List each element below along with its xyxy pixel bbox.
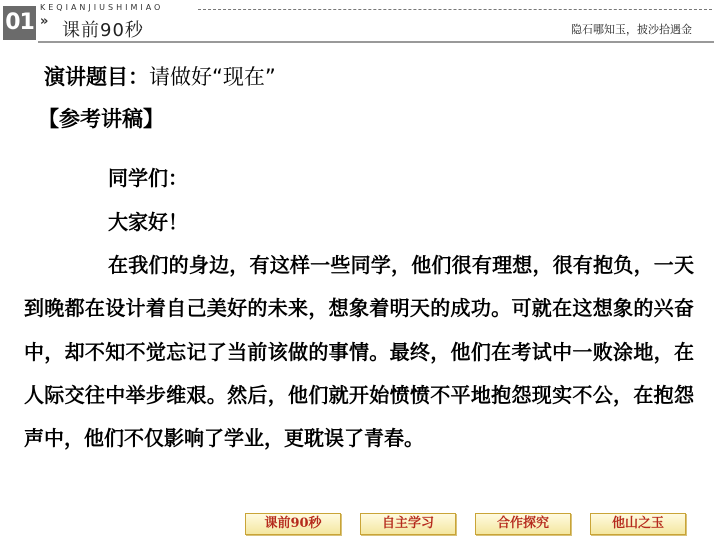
nav-button-self-study[interactable]: 自主学习 [360, 513, 456, 535]
header-motto: 隐石哪知玉，披沙拾遇金 [571, 23, 692, 36]
section-number-badge: 01 [3, 6, 36, 40]
header-divider [38, 41, 714, 43]
bottom-navigation [0, 506, 720, 540]
speech-topic-label: 演讲题目： [44, 65, 149, 89]
greeting-line-2: 大家好！ [108, 210, 188, 234]
nav-button-extended-reading[interactable]: 他山之玉 [590, 513, 686, 535]
double-chevron-icon: » [40, 14, 49, 29]
speech-topic-text: 请做好“现在” [149, 65, 276, 89]
section-title: 课前90秒 [62, 20, 144, 41]
reference-heading: 【参考讲稿】 [38, 107, 164, 131]
header-dashed-divider [198, 9, 712, 10]
section-pinyin: KEQIANJIUSHIMIAO [40, 3, 164, 12]
speech-topic [44, 61, 276, 91]
nav-button-pre-class[interactable]: 课前90秒 [245, 513, 341, 535]
greeting-line-1: 同学们： [108, 166, 188, 190]
speech-paragraph: 在我们的身边，有这样一些同学，他们很有理想，很有抱负，一天到晚都在设计着自己美好的未来，想象着明天的成功。可就在这想象的兴奋中，却不知不觉忘记了当前该做的事情。最终，他们在考试中一败涂地，在人际交往中举步维艰。然后，他们就开始愤愤不平地抱怨现实不公，在抱怨声中，他们不仅影响了学业，更耽误了青春。 [24, 253, 694, 451]
nav-button-cooperative-inquiry[interactable]: 合作探究 [475, 513, 571, 535]
header [0, 0, 720, 45]
